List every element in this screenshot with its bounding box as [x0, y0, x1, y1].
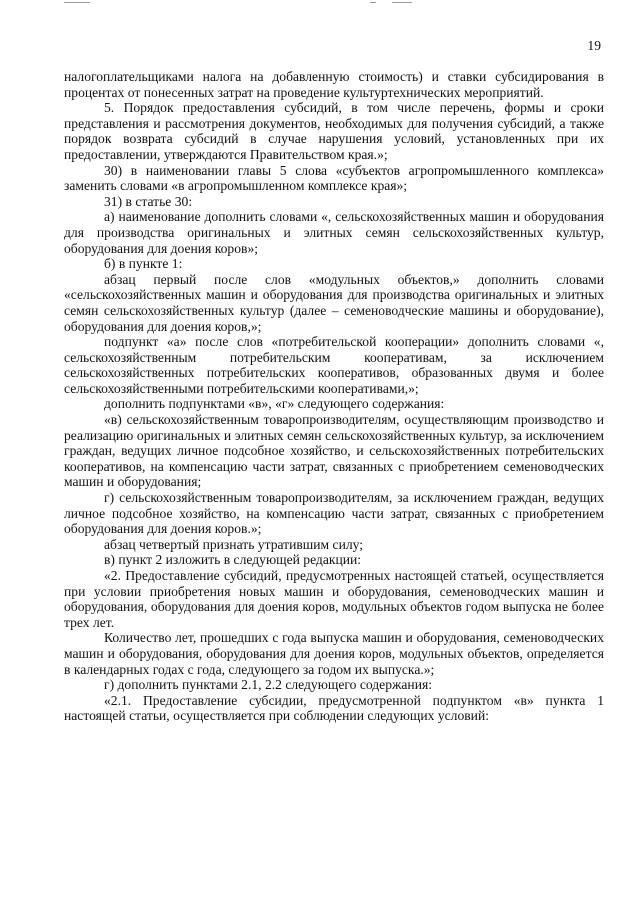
scan-artifact-mark: [392, 2, 412, 3]
paragraph: абзац четвертый признать утратившим силу;: [104, 536, 364, 552]
document-body: [64, 69, 604, 724]
paragraph: абзац первый после слов «модульных объектов,» дополнить словами «сельскохозяйственных машин и оборудования для производства оригинальных и элитных семян сельскохозяйственных культур (далее – семеноводческие машины и оборудование), оборудования для доения коров,»;: [64, 271, 604, 334]
paragraph: дополнить подпунктами «в», «г» следующего содержания:: [104, 396, 445, 412]
paragraph: 31) в статье 30:: [104, 193, 193, 209]
paragraph: «в) сельскохозяйственным товаропроизводителям, осуществляющим производство и реализацию оригинальных и элитных семян сельскохозяйственных культур, за исключением граждан, ведущих личное подсобное хозяйство, и сельскохозяйственных потребительских кооперативов, на компенсацию части затрат, связанных с приобретением семеноводческих машин и оборудования;: [64, 412, 604, 490]
paragraph: б) в пункте 1:: [104, 256, 183, 272]
paragraph: 30) в наименовании главы 5 слова «субъектов агропромышленного комплекса» заменить словами «в агропромышленном комплексе края»;: [64, 162, 604, 194]
paragraph: 5. Порядок предоставления субсидий, в том числе перечень, формы и сроки представления и рассмотрения документов, необходимых для получения субсидий, а также порядок возврата субсидий в случае нарушения условий, установленных при их предоставлении, утверждаются Правительством края.»;: [64, 100, 604, 162]
paragraph: в) пункт 2 изложить в следующей редакции:: [104, 552, 362, 568]
paragraph: г) сельскохозяйственным товаропроизводителям, за исключением граждан, ведущих личное подсобное хозяйство, на компенсацию части затрат, связанных с приобретением оборудования для доения коров.»;: [64, 490, 604, 537]
paragraph: «2. Предоставление субсидий, предусмотренных настоящей статьей, осуществляется при условии приобретения новых машин и оборудования, семеноводческих машин и оборудования, оборудования для доения коров, модульных объектов годом выпуска не более трех лет.: [64, 568, 604, 630]
scan-artifact-mark: [64, 2, 90, 3]
paragraph: г) дополнить пунктами 2.1, 2.2 следующего содержания:: [104, 677, 433, 693]
paragraph: подпункт «а» после слов «потребительской кооперации» дополнить словами «, сельскохозяйственным потребительским кооперативам, за исключением сельскохозяйственных потребительских кооперативов, образованных двумя и более сельскохозяйственными потребительскими кооперативами,»;: [64, 334, 604, 396]
scan-artifact-mark: [370, 2, 376, 3]
paragraph: «2.1. Предоставление субсидии, предусмотренной подпунктом «в» пункта 1 настоящей статьи, осуществляется при соблюдении следующих условий:: [64, 692, 604, 724]
paragraph: Количество лет, прошедших с года выпуска машин и оборудования, семеноводческих машин и оборудования, оборудования для доения коров, модульных объектов, определяется в календарных годах с года, следующего за годом их выпуска.»;: [64, 630, 604, 677]
paragraph: налогоплательщиками налога на добавленную стоимость) и ставки субсидирования в процентах от понесенных затрат на проведение культуртехнических мероприятий.: [64, 69, 604, 100]
paragraph: а) наименование дополнить словами «, сельскохозяйственных машин и оборудования для производства оригинальных и элитных семян сельскохозяйственных культур, оборудования для доения коров»;: [64, 209, 604, 256]
page-number: 19: [587, 38, 601, 53]
